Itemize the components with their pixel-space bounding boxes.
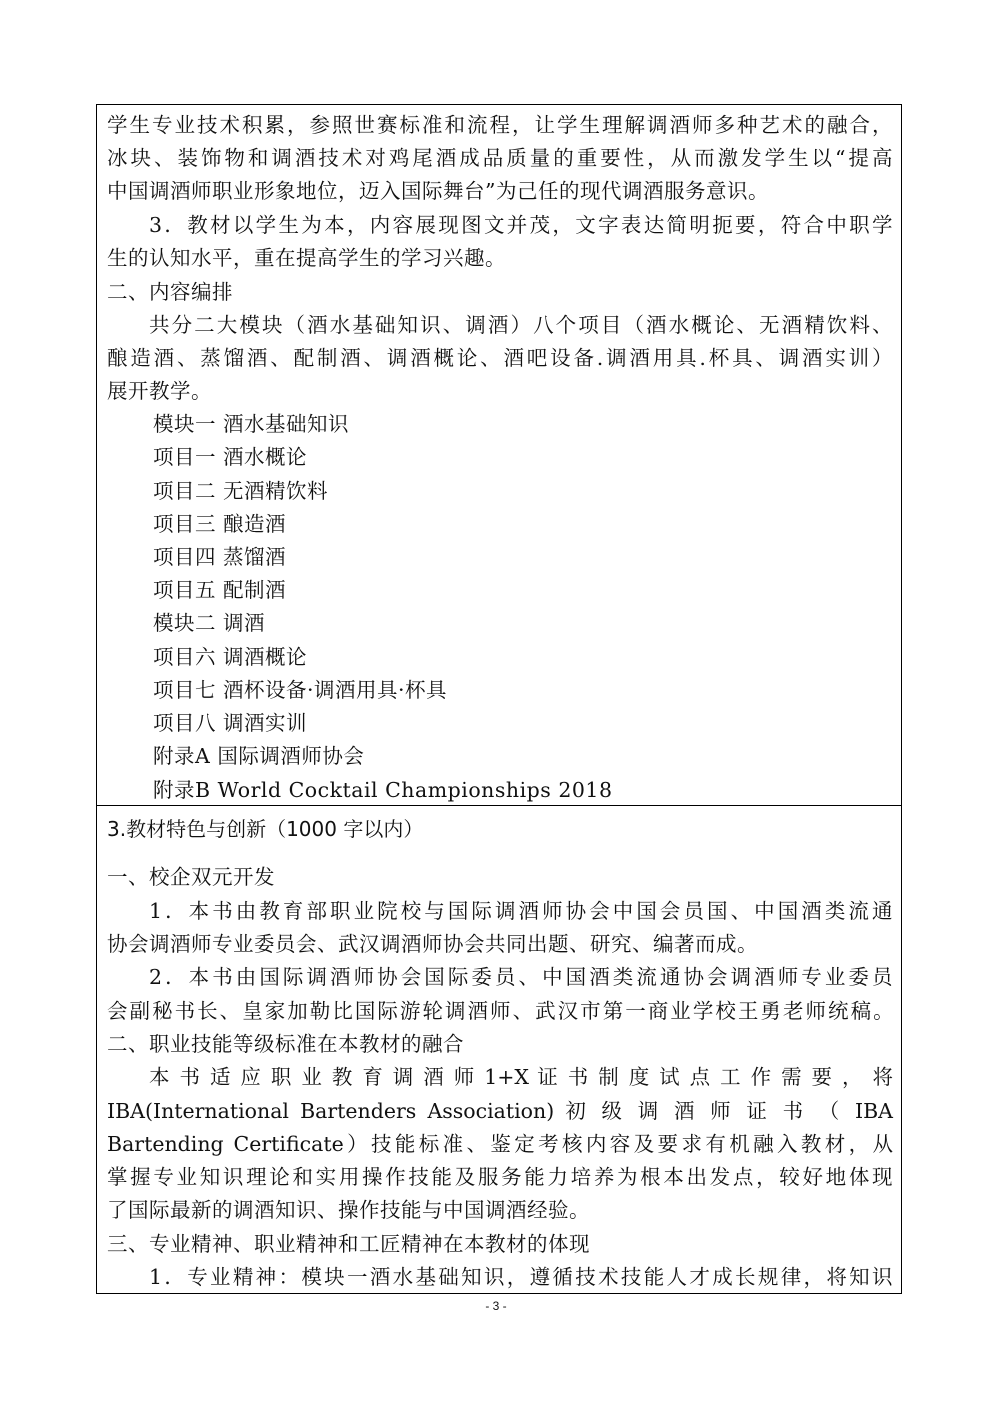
body-line: 会副秘书长、皇家加勒比国际游轮调酒师、武汉市第一商业学校王勇老师统稿。 <box>107 999 893 1023</box>
appendix-line: 附录A 国际调酒师协会 <box>153 744 365 768</box>
body-line: 展开教学。 <box>107 379 212 403</box>
project-line: 项目八 调酒实训 <box>153 711 308 735</box>
body-line: 3．教材以学生为本，内容展现图文并茂，文字表达简明扼要，符合中职学 <box>149 213 893 237</box>
module-line: 模块二 调酒 <box>153 611 266 635</box>
body-line: Bartending Certificate）技能标准、鉴定考核内容及要求有机融入教材，从 <box>107 1132 893 1156</box>
body-line: 协会调酒师专业委员会、武汉调酒师协会共同出题、研究、编著而成。 <box>107 932 758 956</box>
project-line: 项目四 蒸馏酒 <box>153 545 287 569</box>
body-line: 酿造酒、蒸馏酒、配制酒、调酒概论、酒吧设备.调酒用具.杯具、调酒实训） <box>107 346 893 370</box>
body-line: 2．本书由国际调酒师协会国际委员、中国酒类流通协会调酒师专业委员 <box>149 965 893 989</box>
body-line: 1．本书由教育部职业院校与国际调酒师协会中国会员国、中国酒类流通 <box>149 899 893 923</box>
body-line: 本 书 适 应 职 业 教 育 调 酒 师 1+X 证 书 制 度 试 点 工 作 需 要 ， 将 <box>149 1065 893 1089</box>
body-line: 共分二大模块（酒水基础知识、调酒）八个项目（酒水概论、无酒精饮料、 <box>149 313 893 337</box>
body-line: 生的认知水平，重在提高学生的学习兴趣。 <box>107 246 506 270</box>
body-line: 冰块、装饰物和调酒技术对鸡尾酒成品质量的重要性，从而激发学生以“提高 <box>107 146 893 170</box>
section-heading: 二、职业技能等级标准在本教材的融合 <box>107 1032 464 1056</box>
project-line: 项目五 配制酒 <box>153 578 287 602</box>
body-line: 学生专业技术积累，参照世赛标准和流程，让学生理解调酒师多种艺术的融合， <box>107 113 893 137</box>
body-line: 1．专业精神：模块一酒水基础知识，遵循技术技能人才成长规律，将知识 <box>149 1265 893 1289</box>
module-line: 模块一 酒水基础知识 <box>153 412 350 436</box>
appendix-line: 附录B World Cocktail Championships 2018 <box>153 778 613 802</box>
project-line: 项目七 酒杯设备·调酒用具·杯具 <box>153 678 448 702</box>
section-heading: 一、校企双元开发 <box>107 865 275 889</box>
body-line: 中国调酒师职业形象地位，迈入国际舞台”为己任的现代调酒服务意识。 <box>107 179 769 203</box>
project-line: 项目一 酒水概论 <box>153 445 308 469</box>
body-line: 掌握专业知识理论和实用操作技能及服务能力培养为根本出发点，较好地体现 <box>107 1165 893 1189</box>
project-line: 项目二 无酒精饮料 <box>153 479 329 503</box>
section-heading: 二、内容编排 <box>107 280 233 304</box>
page-number: - 3 - <box>485 1299 507 1313</box>
project-line: 项目三 酿造酒 <box>153 512 287 536</box>
section-title: 3.教材特色与创新（1000 字以内） <box>107 817 424 841</box>
project-line: 项目六 调酒概论 <box>153 645 308 669</box>
section-heading: 三、专业精神、职业精神和工匠精神在本教材的体现 <box>107 1232 590 1256</box>
body-line: 了国际最新的调酒知识、操作技能与中国调酒经验。 <box>107 1198 590 1222</box>
body-line: IBA(International Bartenders Association) 初 级 调 酒 师 证 书 （ IBA <box>107 1099 893 1123</box>
